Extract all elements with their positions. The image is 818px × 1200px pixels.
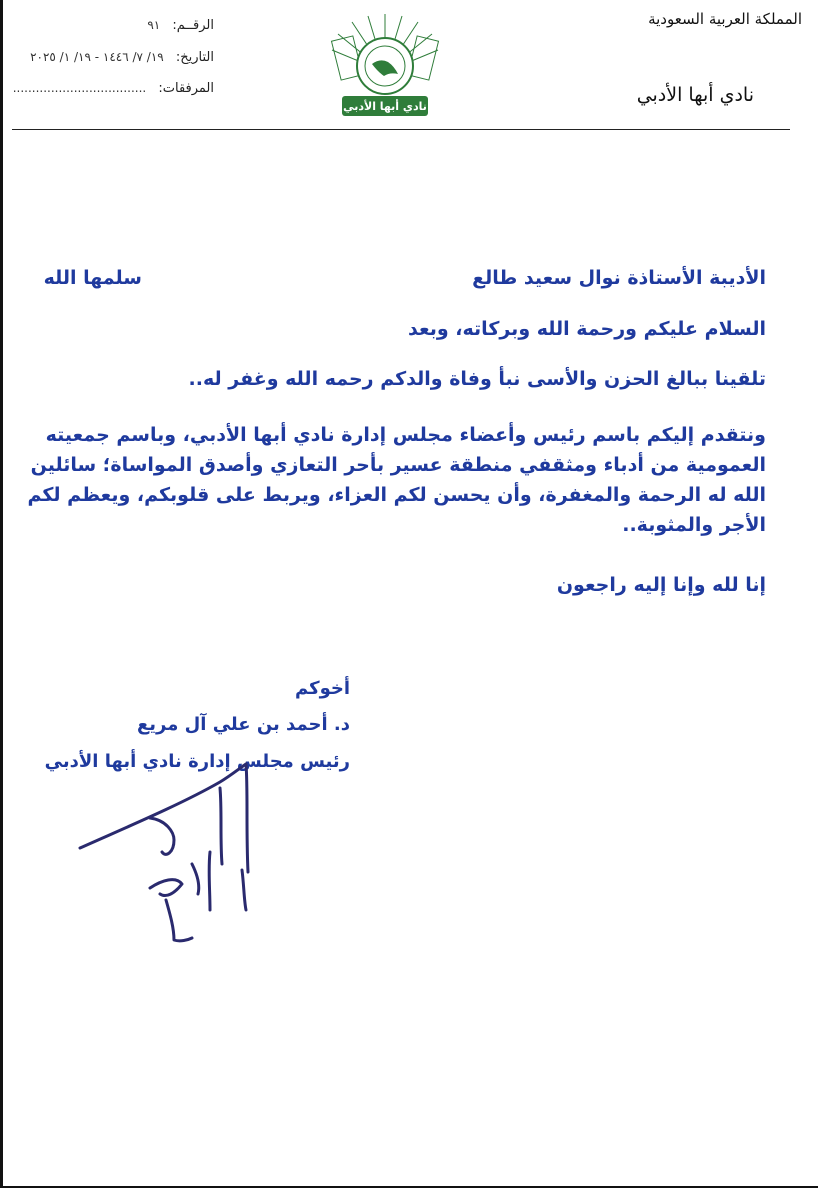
reference-number [147, 18, 214, 33]
signatory-name: د. أحمد بن علي آل مريع [136, 714, 350, 735]
attachments-value: ................................... [12, 81, 147, 95]
condolence-paragraph [27, 420, 766, 540]
closing-verse: إنا لله وإنا إليه راجعون [556, 574, 766, 596]
paragraph-line: ونتقدم إليكم باسم رئيس وأعضاء مجلس إدارة نادي أبها الأدبي، وباسم جمعيته [45, 424, 766, 446]
condolence-opening: تلقينا ببالغ الحزن والأسى نبأ وفاة والدكم رحمه الله وغفر له.. [188, 368, 766, 390]
signatory-title: رئيس مجلس إدارة نادي أبها الأدبي [44, 751, 350, 772]
club-logo-icon [328, 12, 442, 120]
paragraph-line: الأجر والمثوبة.. [622, 514, 766, 536]
club-name: نادي أبها الأدبي [636, 84, 754, 106]
attachments-label: المرفقات: [158, 81, 214, 96]
kingdom-title: المملكة العربية السعودية [648, 10, 802, 28]
handwritten-signature [70, 760, 290, 950]
reference-number-value: ٩١ [147, 18, 161, 32]
recipient-honorific: سلمها الله [43, 267, 142, 289]
letter-date-value: ١٩/ ٧/ ١٤٤٦ - ١٩/ ١/ ٢٠٢٥ [30, 50, 164, 64]
reference-number-label: الرقــم: [172, 18, 214, 33]
club-logo-text: نادي أبها الأدبي [343, 100, 427, 113]
attachments [13, 81, 214, 96]
page-border-bottom [0, 1186, 818, 1188]
paragraph-line: الله له الرحمة والمغفرة، وأن يحسن لكم العزاء، ويربط على قلوبكم، ويعظم لكم [27, 484, 766, 506]
letter-date-label: التاريخ: [175, 50, 214, 65]
page-border-left [0, 0, 3, 1188]
header-divider [12, 129, 790, 130]
paragraph-line: العمومية من أدباء ومثقفي منطقة عسير بأحر التعازي وأصدق المواساة؛ سائلين [30, 454, 766, 476]
signature-closing: أخوكم [294, 678, 350, 699]
recipient-name: الأديبة الأستاذة نوال سعيد طالع [472, 267, 766, 289]
salutation: السلام عليكم ورحمة الله وبركاته، وبعد [408, 318, 766, 340]
letter-date [30, 50, 214, 65]
